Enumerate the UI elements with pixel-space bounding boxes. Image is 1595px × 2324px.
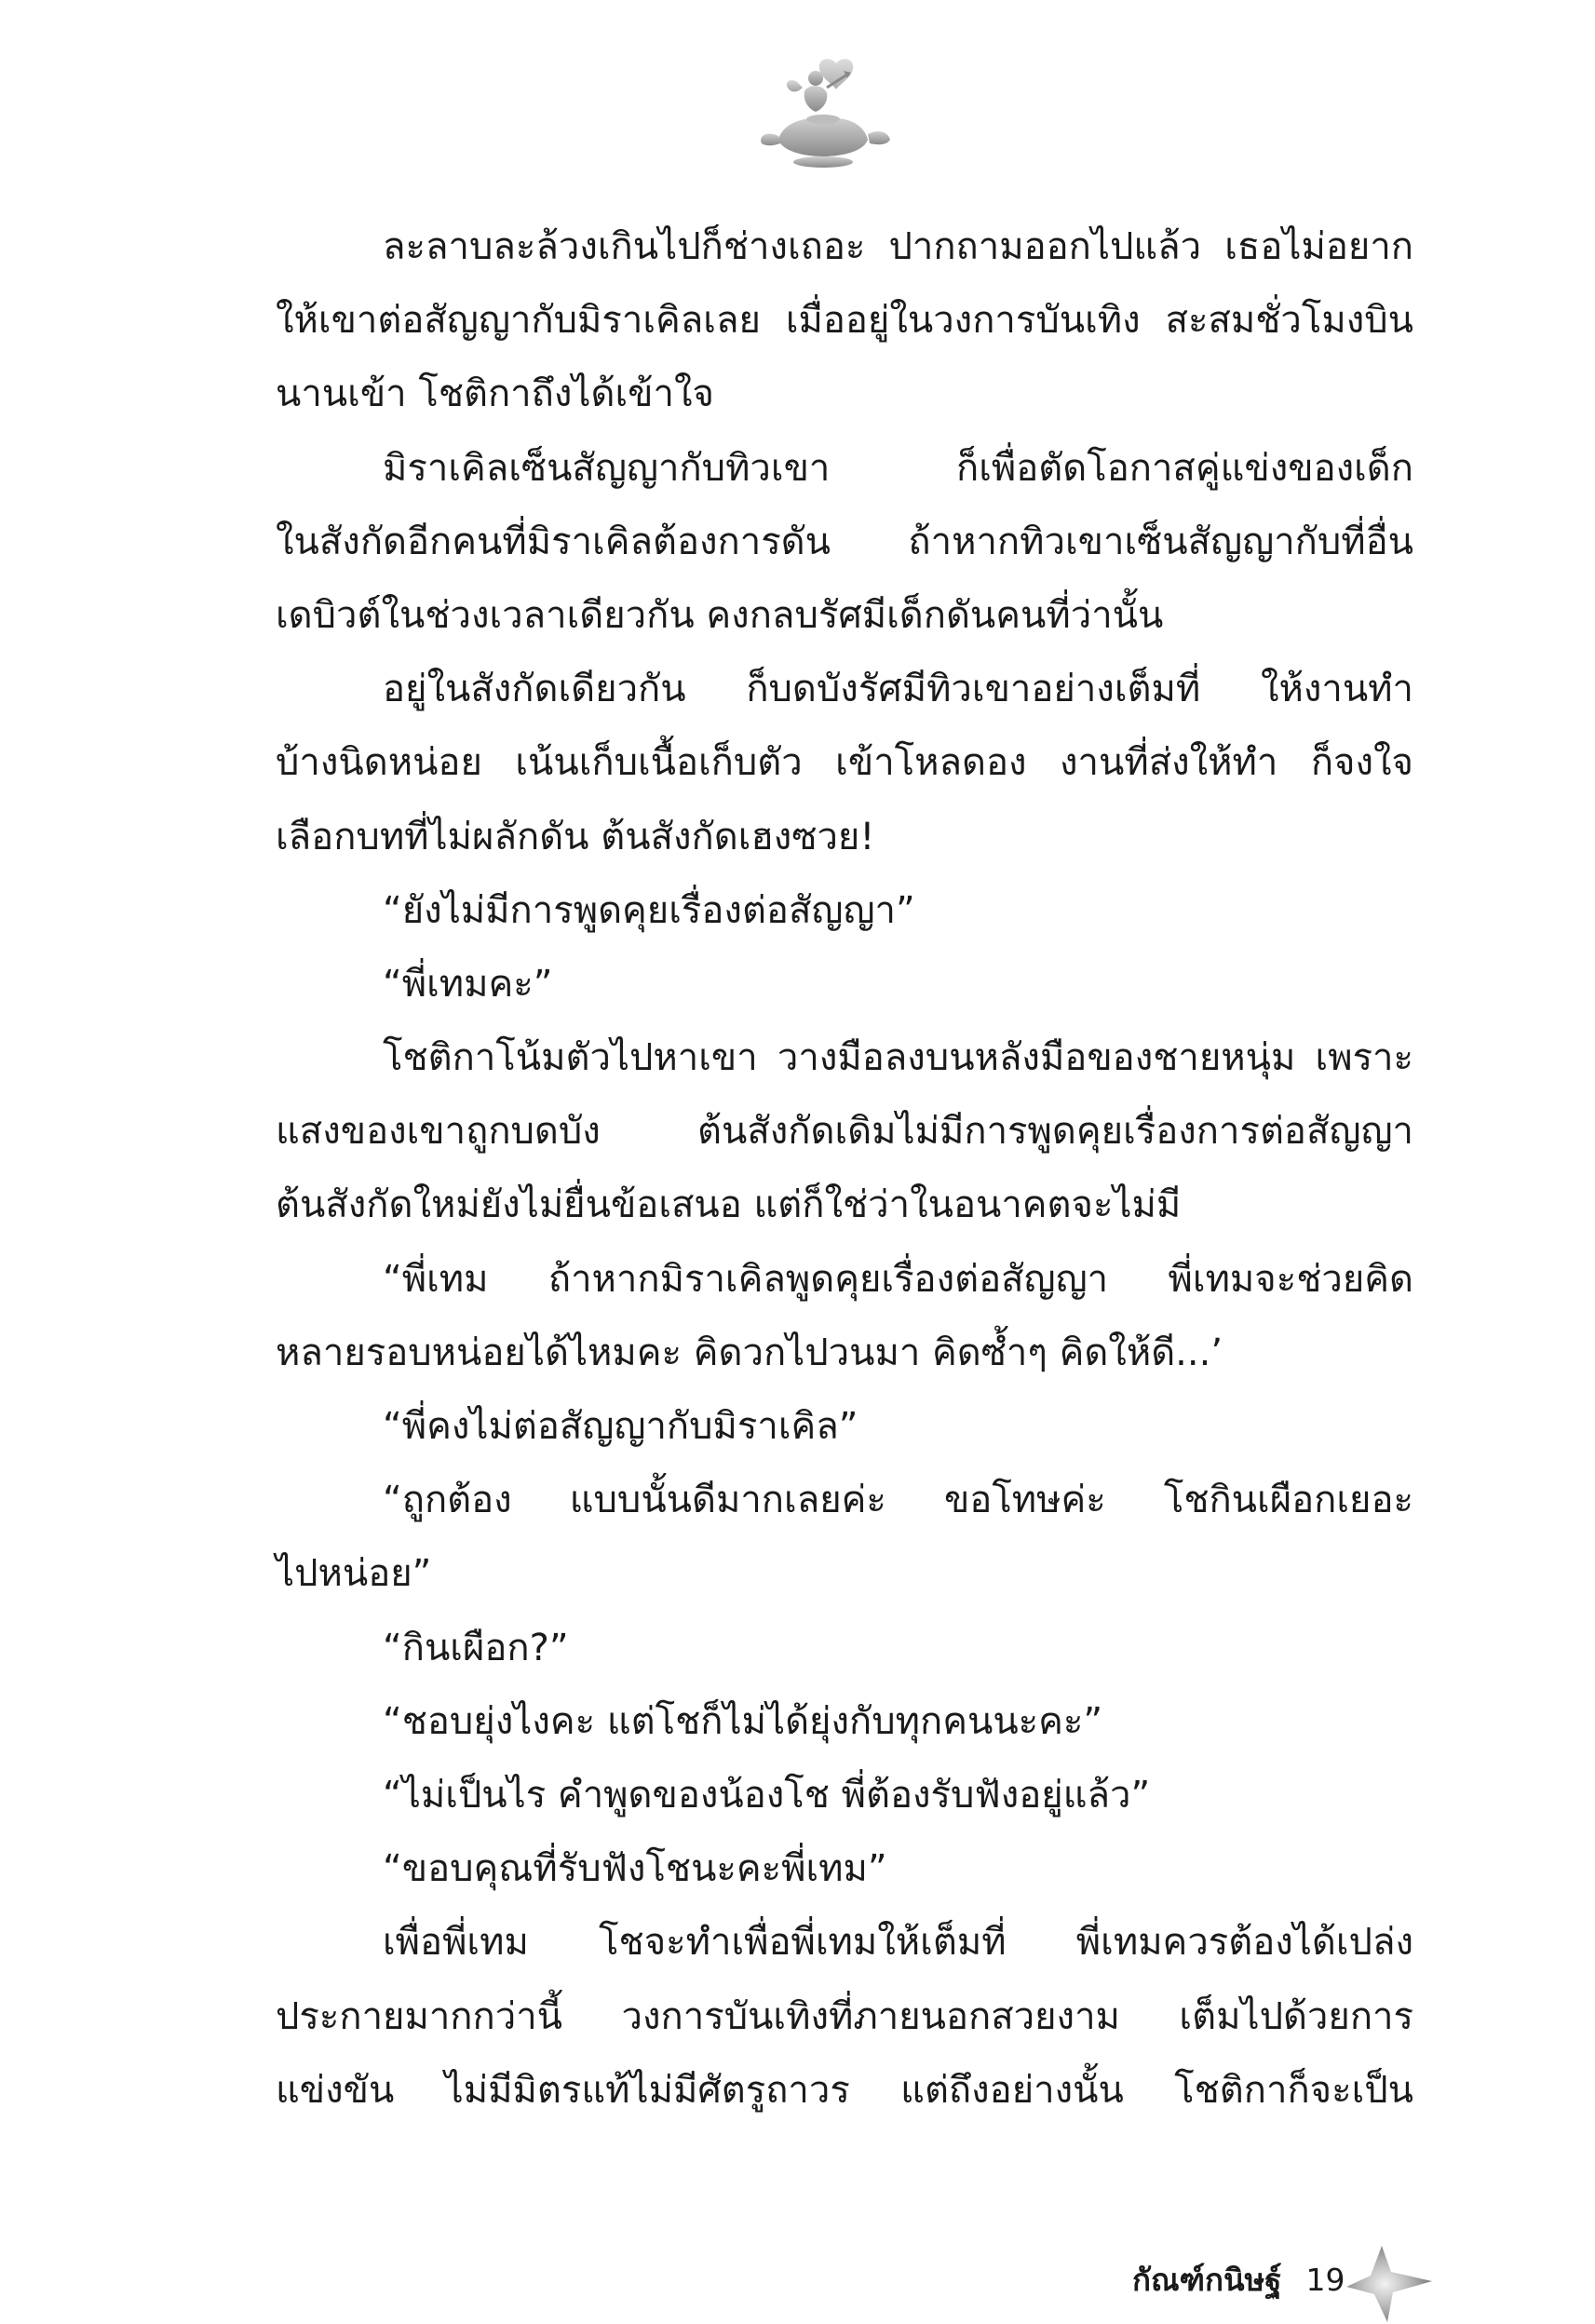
text-line: เดบิวต์ในช่วงเวลาเดียวกัน คงกลบรัศมีเด็กดันคนที่ว่านั้น [276, 593, 1164, 637]
text-line: “ไม่เป็นไร คำพูดของน้องโช พี่ต้องรับฟังอยู่แล้ว” [383, 1773, 1151, 1817]
page-number: 19 [1305, 2262, 1345, 2298]
text-line: “ยังไม่มีการพูดคุยเรื่องต่อสัญญา” [383, 888, 915, 932]
text-line: ในสังกัดอีกคนที่มิราเคิลต้องการดัน ถ้าหากทิวเขาเซ็นสัญญากับที่อื่น [276, 520, 1413, 563]
text-line: “พี่เทมคะ” [383, 962, 553, 1006]
text-line: บ้างนิดหน่อย เน้นเก็บเนื้อเก็บตัว เข้าโหลดอง งานที่ส่งให้ทำ ก็จงใจ [276, 741, 1413, 785]
text-line: ให้เขาต่อสัญญากับมิราเคิลเลย เมื่ออยู่ในวงการบันเทิง สะสมชั่วโมงบิน [276, 299, 1413, 343]
star-icon [1345, 2244, 1434, 2324]
text-line: อยู่ในสังกัดเดียวกัน ก็บดบังรัศมีทิวเขาอย่างเต็มที่ ให้งานทำ [383, 668, 1413, 711]
body-text [276, 210, 1413, 2128]
text-line: นานเข้า โชติกาถึงได้เข้าใจ [276, 372, 714, 416]
text-line: โชติกาโน้มตัวไปหาเขา วางมือลงบนหลังมือของชายหนุ่ม เพราะ [383, 1036, 1413, 1080]
text-line: หลายรอบหน่อยได้ไหมคะ คิดวกไปวนมา คิดซ้ำๆ คิดให้ดี...’ [276, 1331, 1223, 1374]
text-line: ประกายมากกว่านี้ วงการบันเทิงที่ภายนอกสวยงาม เต็มไปด้วยการ [276, 1994, 1413, 2038]
text-line: “กินเผือก?” [383, 1626, 569, 1669]
book-title: กัณฑ์กนิษฐ์ [1132, 2262, 1282, 2298]
text-line: “พี่เทม ถ้าหากมิราเคิลพูดคุยเรื่องต่อสัญญา พี่เทมจะช่วยคิด [383, 1257, 1413, 1301]
text-line: “ชอบยุ่งไงคะ แต่โชก็ไม่ได้ยุ่งกับทุกคนนะคะ” [383, 1699, 1103, 1743]
text-line: ไปหน่อย” [276, 1552, 432, 1596]
text-line: “พี่คงไม่ต่อสัญญากับมิราเคิล” [383, 1405, 858, 1448]
text-line: มิราเคิลเซ็นสัญญากับทิวเขา ก็เพื่อตัดโอกาสคู่แข่งของเด็ก [383, 446, 1413, 490]
text-line: เลือกบทที่ไม่ผลักดัน ต้นสังกัดเฮงซวย! [276, 815, 875, 858]
teapot-cupid-ornament-icon [750, 54, 899, 175]
text-line: แข่งขัน ไม่มีมิตรแท้ไม่มีศัตรูถาวร แต่ถึงอย่างนั้น โชติกาก็จะเป็น [276, 2068, 1413, 2112]
text-line: “ถูกต้อง แบบนั้นดีมากเลยค่ะ ขอโทษค่ะ โชกินเผือกเยอะ [383, 1479, 1413, 1522]
text-line: ละลาบละล้วงเกินไปก็ช่างเถอะ ปากถามออกไปแล้ว เธอไม่อยาก [383, 225, 1413, 268]
text-line: แสงของเขาถูกบดบัง ต้นสังกัดเดิมไม่มีการพูดคุยเรื่องการต่อสัญญา [276, 1110, 1413, 1154]
text-line: “ขอบคุณที่รับฟังโชนะคะพี่เทม” [383, 1847, 887, 1891]
page-footer [1132, 2255, 1345, 2304]
text-line: เพื่อพี่เทม โชจะทำเพื่อพี่เทมให้เต็มที่ พี่เทมควรต้องได้เปล่ง [383, 1921, 1413, 1965]
text-line: ต้นสังกัดใหม่ยังไม่ยื่นข้อเสนอ แต่ก็ใช่ว่าในอนาคตจะไม่มี [276, 1183, 1182, 1227]
